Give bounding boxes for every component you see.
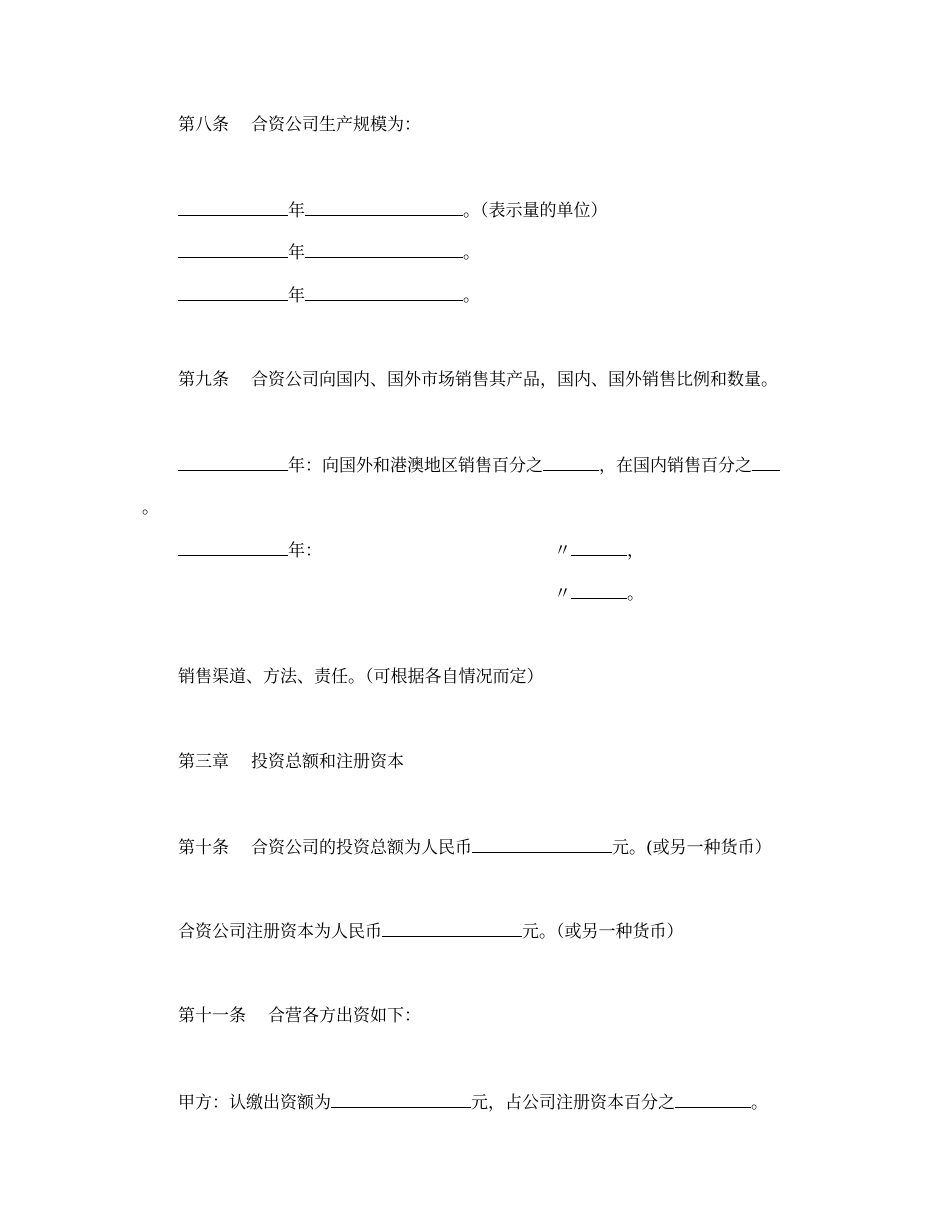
domestic-percent-blank[interactable] <box>752 454 780 471</box>
sales-row-1 <box>178 454 780 477</box>
scale-row-2 <box>178 241 480 264</box>
article-8 <box>178 114 421 136</box>
registered-capital <box>178 920 684 943</box>
quantity-blank[interactable] <box>305 284 463 301</box>
scale-row-tail: 。（表示量的单位） <box>463 201 608 221</box>
scale-row-tail: 。 <box>463 286 480 306</box>
year-blank[interactable] <box>178 199 288 216</box>
article-9-label: 第九条 <box>178 370 229 390</box>
article-11-text: 合营各方出资如下： <box>268 1006 421 1026</box>
quantity-blank[interactable] <box>305 199 463 216</box>
article-10-text: 合资公司的投资总额为人民币 <box>251 838 472 858</box>
registered-capital-text: 合资公司注册资本为人民币 <box>178 922 382 942</box>
article-8-text: 合资公司生产规模为： <box>251 115 421 135</box>
year-label: 年 <box>288 286 305 306</box>
scale-row-tail: 。 <box>463 243 480 263</box>
chapter-3-title: 投资总额和注册资本 <box>251 752 404 772</box>
ditto-mark: 〃 <box>554 541 571 561</box>
scale-row-1 <box>178 199 608 222</box>
percent-blank[interactable] <box>571 582 627 599</box>
export-percent-blank[interactable] <box>543 454 599 471</box>
year-blank[interactable] <box>178 284 288 301</box>
chapter-3-label: 第三章 <box>178 752 229 772</box>
year-label: 年 <box>288 201 305 221</box>
chapter-3 <box>178 751 404 773</box>
party-a-amount-blank[interactable] <box>331 1091 471 1108</box>
year-blank[interactable] <box>178 454 288 471</box>
year-label: 年： <box>288 456 322 476</box>
year-blank[interactable] <box>178 539 288 556</box>
party-a-text: 甲方：认缴出资额为 <box>178 1093 331 1113</box>
registered-capital-tail: 元。（或另一种货币） <box>522 922 684 942</box>
article-9 <box>178 369 778 391</box>
article-9-text: 合资公司向国内、国外市场销售其产品，国内、国外销售比例和数量。 <box>251 370 778 390</box>
registered-amount-blank[interactable] <box>382 920 522 937</box>
sales-channels-text: 销售渠道、方法、责任。（可根据各自情况而定） <box>178 667 544 687</box>
sales-row-3-ditto <box>554 582 644 605</box>
investment-amount-blank[interactable] <box>472 836 612 853</box>
article-10-label: 第十条 <box>178 838 229 858</box>
sales-row-1-wrap <box>142 497 159 519</box>
quantity-blank[interactable] <box>305 241 463 258</box>
article-11-label: 第十一条 <box>178 1006 246 1026</box>
year-label: 年： <box>288 541 322 561</box>
article-11 <box>178 1005 421 1027</box>
article-8-label: 第八条 <box>178 115 229 135</box>
percent-blank[interactable] <box>571 539 627 556</box>
party-a-tail: 。 <box>751 1093 768 1113</box>
party-a <box>178 1091 768 1114</box>
year-blank[interactable] <box>178 241 288 258</box>
scale-row-3 <box>178 284 480 307</box>
article-10 <box>178 836 772 859</box>
wrap-period: 。 <box>142 498 159 518</box>
sales-row-2-ditto <box>554 539 644 562</box>
sales-channels <box>178 666 544 688</box>
ditto-tail: ， <box>627 541 644 561</box>
article-10-tail: 元。(或另一种货币） <box>612 838 772 858</box>
export-text: 向国外和港澳地区销售百分之 <box>322 456 543 476</box>
party-a-mid: 元，占公司注册资本百分之 <box>471 1093 675 1113</box>
party-a-percent-blank[interactable] <box>675 1091 751 1108</box>
ditto-mark: 〃 <box>554 584 571 604</box>
domestic-text: ，在国内销售百分之 <box>599 456 752 476</box>
ditto-tail: 。 <box>627 584 644 604</box>
sales-row-2 <box>178 539 322 562</box>
year-label: 年 <box>288 243 305 263</box>
